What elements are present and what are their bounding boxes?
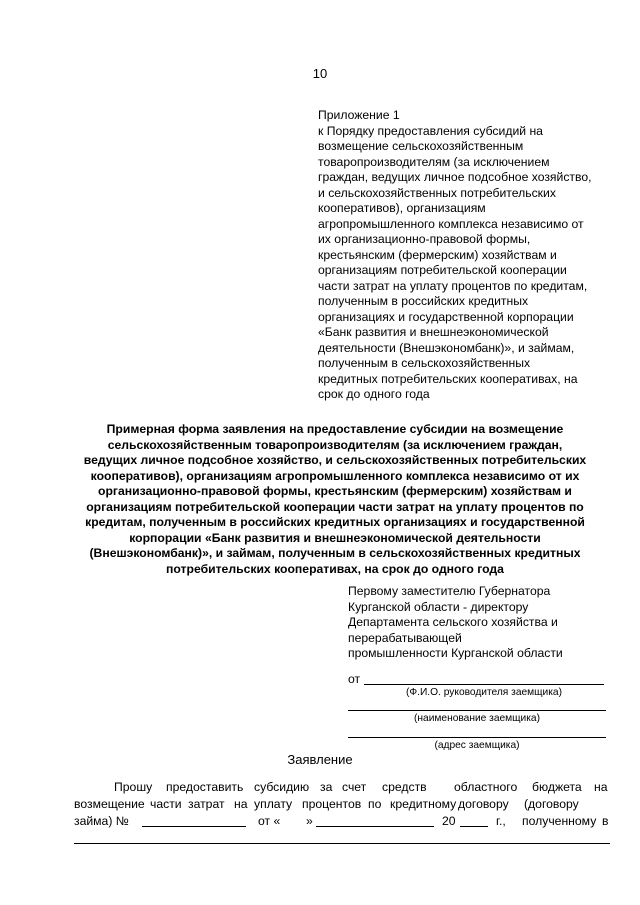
statement-line-4 [74,830,610,847]
statement-word: на [234,797,248,811]
appendix-line: товаропроизводителям (за исключением [318,154,550,169]
address-caption: (адрес заемщика) [434,740,520,751]
appendix-line: возмещение сельскохозяйственным [318,139,524,153]
form-title-line: сельскохозяйственным товаропроизводителям (за исключением граждан, [107,437,563,452]
year-prefix: 20 [442,814,456,828]
address-field-line[interactable] [348,725,606,738]
statement-word: договору [458,797,509,811]
statement-word: (договору [524,797,579,811]
loan-number-field[interactable] [142,813,246,827]
appendix-line: организациях и государственной корпорации [318,309,574,324]
form-title [60,422,610,577]
statement-word: затрат [188,797,225,811]
addressee-line: Первому заместителю Губернатора [348,584,551,598]
appendix-line: граждан, ведущих личное подсобное хозяйство, [318,170,592,184]
year-suffix: г., [496,814,506,828]
form-title-line: Примерная форма заявления на предоставление субсидии на возмещение [106,422,564,436]
appendix-line: их организационно-правовой формы, [318,232,531,246]
appendix-line: срок до одного года [318,387,430,401]
appendix-line: кредитных потребительских кооперативах, на [318,371,578,386]
statement-word: на [594,780,608,794]
borrower-caption: (наименование заемщика) [414,713,540,724]
statement-word: бюджета [532,780,582,794]
addressee-line: Департамента сельского хозяйства и [348,615,558,629]
appendix-line: полученным в российских кредитных [318,294,529,308]
statement-word: за [320,780,333,794]
appendix-line: Приложение 1 [318,108,400,122]
form-title-line: (Внешэкономбанк)», и займам, полученным в сельскохозяйственных кредитных [89,546,581,560]
from-label: от [348,672,361,686]
addressee-line: промышленности Курганской области [348,646,563,660]
date-quote-close: » [306,814,313,828]
appendix-line: кооперативов), организациям [318,201,486,215]
statement-word: предоставить [166,780,244,794]
appendix-line: к Порядку предоставления субсидий на [318,123,543,138]
form-title-line: организациям потребительской кооперации части затрат на уплату процентов по [86,499,584,514]
appendix-block [318,108,618,403]
appendix-line: крестьянским (фермерским) хозяйствам и [318,247,557,262]
borrower-field-line[interactable] [348,698,606,711]
statement-word: уплату [254,797,293,811]
date-from-label: от « [258,814,281,828]
statement-title: Заявление [287,752,353,767]
statement-word: средств [382,780,427,794]
year-field[interactable] [460,813,488,827]
appendix-line: части затрат на уплату процентов по кредитам, [318,278,588,293]
appendix-line: деятельности (Внешэкономбанк)», и займам, [318,340,575,355]
form-title-line: кооперативов), организациям агропромышленного комплекса независимо от их [90,468,580,483]
statement-body [74,779,610,847]
form-title-line: корпорации «Банк развития и внешнеэкономической деятельности [129,530,541,545]
statement-word: возмещение [74,797,145,811]
statement-word: полученному [522,814,597,828]
statement-line-2 [74,796,610,813]
appendix-line: агропромышленного комплекса независимо от [318,216,584,231]
appendix-line: и сельскохозяйственных потребительских [318,185,556,200]
loan-number-label: займа) № [74,814,129,828]
statement-line-1 [74,779,610,796]
page-number: 10 [312,66,328,81]
appendix-line: организациям потребительской кооперации [318,263,567,277]
form-title-line: кредитам, полученным в российских кредитных организациях и государственной [85,515,585,529]
statement-word: субсидию [254,780,310,794]
statement-word: областного [454,780,518,794]
form-title-line: ведущих личное подсобное хозяйство, и сельскохозяйственных потребительских [83,453,587,467]
form-title-line: организационно-правовой формы, крестьянским (фермерским) хозяйствам и [98,484,572,498]
statement-line-3 [74,813,610,830]
statement-word: счет [342,780,367,794]
name-field-line[interactable] [364,672,604,685]
statement-word: части [150,797,182,811]
addressee-line: перерабатывающей [348,630,462,645]
statement-continuation-field[interactable] [74,830,610,844]
date-month-field[interactable] [316,813,434,827]
statement-word: кредитному [390,797,457,811]
addressee-block [348,584,608,662]
statement-word: Прошу [114,780,153,794]
statement-word: по [368,797,382,811]
name-caption: (Ф.И.О. руководителя заемщика) [406,687,562,698]
statement-word: в [602,814,609,828]
addressee-line: Курганской области - директору [348,599,529,614]
appendix-line: «Банк развития и внешнеэкономической [318,325,549,339]
statement-word: процентов [302,797,362,811]
appendix-line: полученным в сельскохозяйственных [318,356,531,370]
form-title-line: потребительских кооперативах, на срок до одного года [166,561,504,576]
